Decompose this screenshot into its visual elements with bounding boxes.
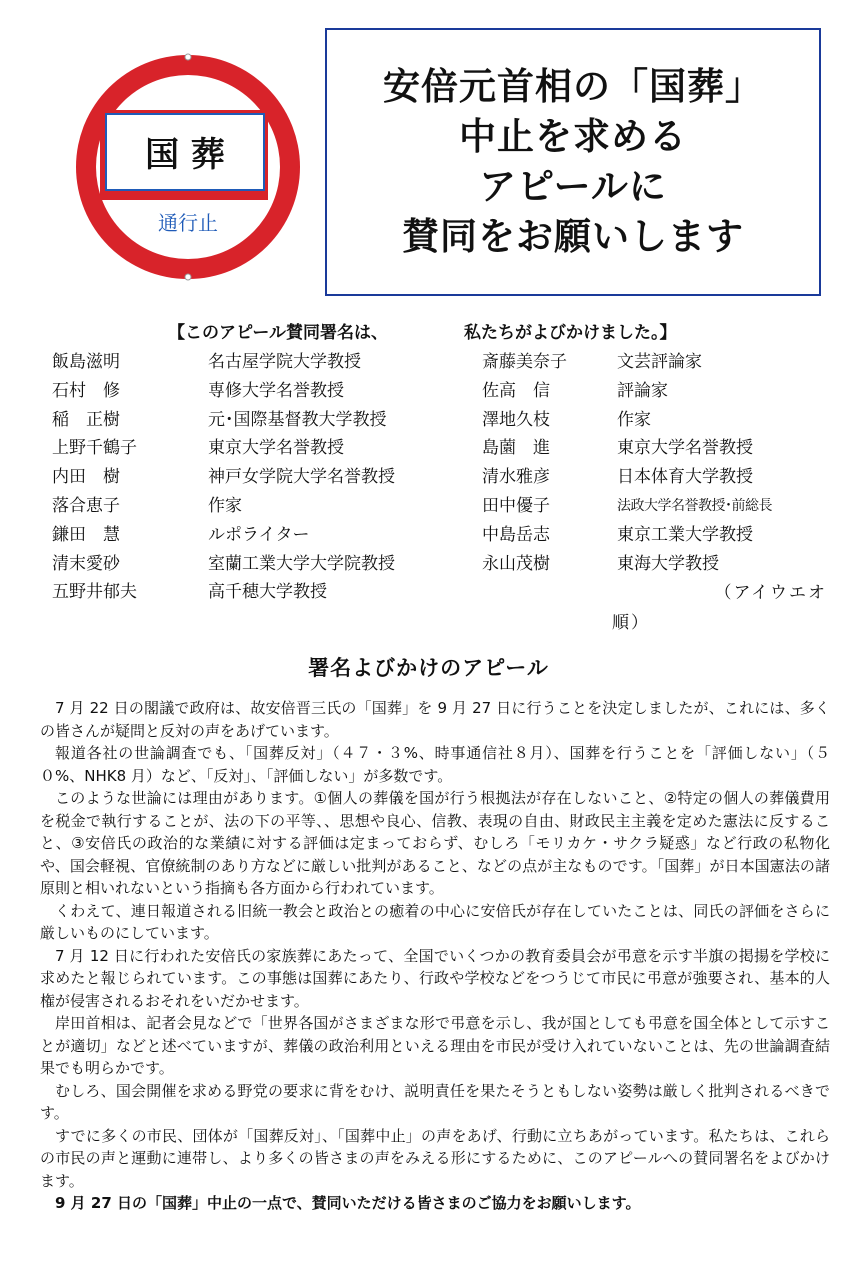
signatory-name: 島薗 進 xyxy=(482,438,550,459)
signatory-row xyxy=(482,434,842,463)
signatory-row xyxy=(52,377,472,406)
signatory-title: 作家 xyxy=(617,409,651,430)
signatory-name: 永山茂樹 xyxy=(482,553,550,574)
signatory-row xyxy=(482,463,842,492)
signatory-row xyxy=(482,492,842,521)
appeal-paragraph: 7 月 12 日に行われた安倍氏の家族葬にあたって、全国でいくつかの教育委員会が弔意を示す半旗の掲揚を学校に求めたと報じられています。この事態は国葬にあたり、行政や学校などをつうじて市民に弔意が強要され、基本的人権が侵害されるおそれをいだかせます。 xyxy=(40,946,830,1010)
signatory-title: 文芸評論家 xyxy=(617,352,702,372)
signatory-title: 法政大学名誉教授･前総長 xyxy=(617,497,772,514)
appeal-paragraph: 7 月 22 日の閣議で政府は、故安倍晋三氏の「国葬」を 9 月 27 日に行うことを決定しましたが、これには、多くの皆さんが疑問と反対の声をあげています。 xyxy=(40,699,830,740)
signatory-title: 東京大学名誉教授 xyxy=(617,438,753,459)
signatory-title: 室蘭工業大学大学院教授 xyxy=(208,553,395,574)
signatory-row xyxy=(52,521,472,550)
signatory-name: 五野井郁夫 xyxy=(52,582,137,603)
signatory-title: 評論家 xyxy=(617,380,668,401)
appeal-paragraph: くわえて、連日報道される旧統一教会と政治との癒着の中心に安倍氏が存在していたことは、同氏の評価をさらに厳しいものにしています。 xyxy=(40,901,830,942)
title-line: 中止を求める xyxy=(459,115,687,158)
signatory-title: 作家 xyxy=(208,495,242,516)
signatory-name: 鎌田 慧 xyxy=(52,524,120,545)
appeal-paragraph: このような世論には理由があります。①個人の葬儀を国が行う根拠法が存在しないこと、②特定の個人の葬儀費用を税金で執行することが、法の下の平等、、思想や良心、信教、表現の自由、財政民主主義を定めた憲法に反すること、③安倍氏の政治的な業績に対する評価は定まっておらず、むしろ「モリカケ・サクラ疑惑」など行政の私物化や、国会軽視、官僚統制のあり方などに厳しい批判があること、などの点が主なものです。「国葬」が日本国憲法の諸原則と相いれないという指摘も各方面から行われています。 xyxy=(40,789,830,897)
signatory-row xyxy=(52,348,472,377)
signatory-row xyxy=(482,406,842,435)
signatory-title: 東海大学教授 xyxy=(617,553,719,574)
signatory-name: 石村 修 xyxy=(52,380,120,401)
signatory-row xyxy=(52,463,472,492)
appeal-body xyxy=(40,697,830,1215)
order-note-line1: （アイウエオ xyxy=(714,583,827,603)
signatory-name: 清末愛砂 xyxy=(52,553,120,574)
signatory-row xyxy=(52,550,472,579)
order-note xyxy=(612,578,827,633)
signatories-header xyxy=(168,318,677,343)
sign-rivet-top xyxy=(185,54,191,60)
signatory-name: 澤地久枝 xyxy=(482,409,550,430)
title-line: 安倍元首相の「国葬」 xyxy=(383,65,763,108)
signatory-name: 清水雅彦 xyxy=(482,467,550,488)
signatory-title: 東京工業大学教授 xyxy=(617,524,753,545)
signatory-title: 日本体育大学教授 xyxy=(617,467,753,488)
signatory-row xyxy=(52,406,472,435)
title-line: 賛同をお願いします xyxy=(402,215,744,258)
appeal-paragraph: 岸田首相は、記者会見などで「世界各国がさまざまな形で弔意を示し、我が国としても弔意を国全体として示すことが適切」などと述べていますが、葬儀の政治利用といえる理由を市民が受け入れていないことは、先の世論調査結果でも明らかです。 xyxy=(40,1014,830,1077)
signatory-title: 専修大学名誉教授 xyxy=(208,380,344,401)
appeal-paragraph: むしろ、国会開催を求める野党の要求に背をむけ、説明責任を果たそうともしない姿勢は厳しく批判されるべきです。 xyxy=(40,1081,830,1122)
appeal-title: 署名よびかけのアピール xyxy=(308,656,549,680)
signatory-row xyxy=(482,521,842,550)
signatory-title: ルポライター xyxy=(208,524,310,545)
signatory-name: 斎藤美奈子 xyxy=(482,352,567,372)
signatories-header-part1: 【このアピール賛同署名は、 xyxy=(168,323,388,343)
signatory-title: 神戸女学院大学名誉教授 xyxy=(208,467,395,488)
no-entry-sign xyxy=(70,42,310,292)
signatory-row xyxy=(482,550,842,579)
appeal-paragraph: 報道各社の世論調査でも、「国葬反対」（４７・３%、時事通信社８月）、国葬を行うことを「評価しない」（５０%、NHK8 月）など、「反対」、「評価しない」が多数です。 xyxy=(40,744,830,785)
signatory-name: 内田 樹 xyxy=(52,467,120,488)
signatory-name: 田中優子 xyxy=(482,495,550,516)
sign-panel-text: 国 葬 xyxy=(145,135,225,175)
signatory-title: 東京大学名誉教授 xyxy=(208,438,344,459)
signatory-name: 佐高 信 xyxy=(482,380,550,401)
signatory-row xyxy=(52,434,472,463)
signatories-header-part2: 私たちがよびかけました。】 xyxy=(464,323,677,343)
signatory-name: 上野千鶴子 xyxy=(52,438,137,459)
signatories-left-column xyxy=(52,348,472,607)
signatory-name: 稲 正樹 xyxy=(52,409,120,430)
signatory-title: 高千穂大学教授 xyxy=(208,582,327,603)
signatory-name: 中島岳志 xyxy=(482,524,550,545)
title-line: アピールに xyxy=(479,165,667,208)
title-box xyxy=(325,28,821,296)
signatories-right-column xyxy=(482,348,842,578)
signatory-row xyxy=(482,348,842,377)
appeal-paragraph: すでに多くの市民、団体が「国葬反対」、「国葬中止」の声をあげ、行動に立ちあがっています。私たちは、これらの市民の声と運動に連帯し、より多くの皆さまの声をみえる形にするために、このアピールへの賛同署名をよびかけます。 xyxy=(40,1126,830,1190)
sign-rivet-bottom xyxy=(185,274,191,280)
order-note-line2: 順） xyxy=(612,613,650,633)
signatory-name: 飯島滋明 xyxy=(52,352,120,372)
signatory-row xyxy=(482,377,842,406)
sign-sub-text: 通行止 xyxy=(158,211,218,235)
signatory-row xyxy=(52,578,472,607)
appeal-closing: 9 月 27 日の「国葬」中止の一点で、賛同いただける皆さまのご協力をお願いします。 xyxy=(55,1194,641,1212)
signatory-title: 元･国際基督教大学教授 xyxy=(208,409,387,430)
signatory-title: 名古屋学院大学教授 xyxy=(208,352,361,372)
signatory-row xyxy=(52,492,472,521)
signatory-name: 落合恵子 xyxy=(52,495,120,516)
